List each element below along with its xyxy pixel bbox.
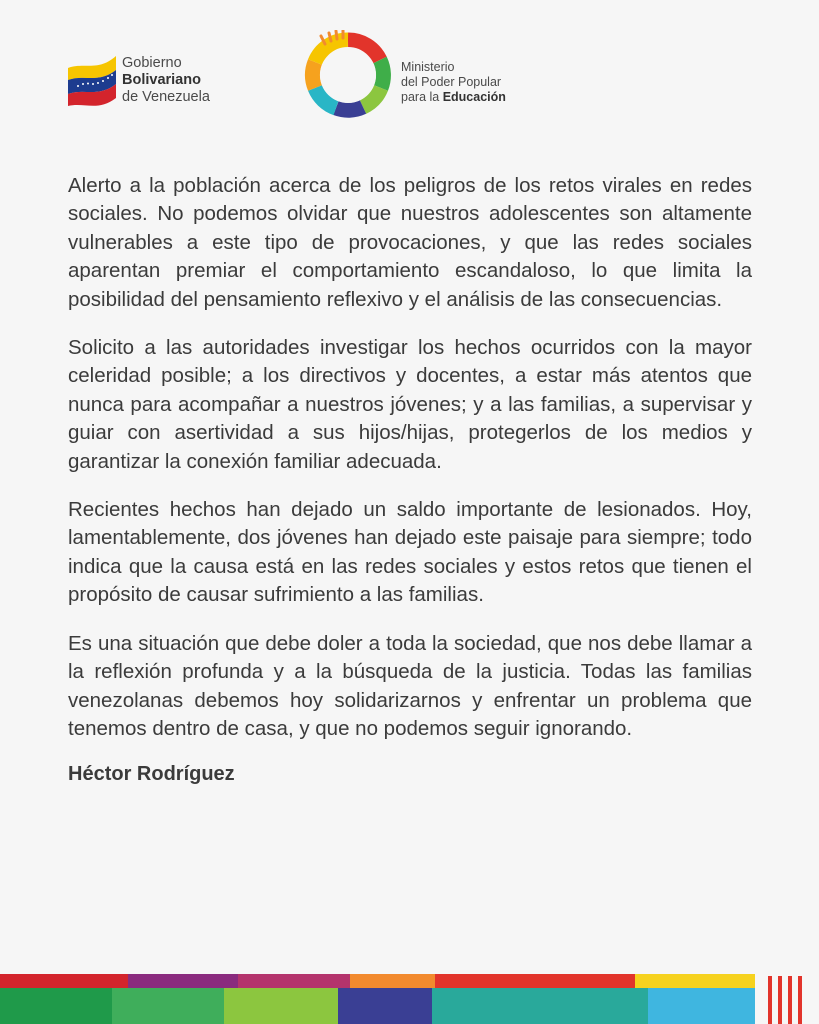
stripe-navy [338, 988, 432, 1024]
gobierno-text [122, 55, 210, 106]
ministerio-line3 [401, 90, 506, 105]
stripe-green [112, 988, 224, 1024]
paragraph-2: Solicito a las autoridades investigar los hechos ocurridos con la mayor celeridad posible; a los directivos y docentes, a estar más atentos que nunca para acompañar a nuestros jóvenes; y a las familias, a supervisar y guiar con asertividad a sus hijos/hijas, protegerlos de los medios y garantizar la conexión familiar adecuada. [68, 336, 752, 473]
red-bars-icon [766, 972, 806, 1024]
stripe-pink [238, 974, 350, 988]
ministerio-ring-logo [303, 30, 393, 120]
gobierno-line3: de Venezuela [122, 89, 210, 105]
venezuela-flag-logo [66, 44, 126, 108]
stripe-teal [432, 988, 648, 1024]
ministerio-line1: Ministerio [401, 60, 455, 74]
ministerio-line3-prefix: para la [401, 90, 443, 104]
paragraph-1: Alerto a la población acerca de los peligros de los retos virales en redes sociales. No podemos olvidar que nuestros adolescentes son altamente vulnerables a este tipo de provocaciones, y que las redes sociales aparentan premiar el comportamiento escandaloso, lo que limita la posibilidad del pensamiento reflexivo y el análisis de las consecuencias. [68, 174, 752, 311]
ministerio-line2: del Poder Popular [401, 75, 502, 89]
ministerio-text [401, 60, 506, 105]
paragraph-4: Es una situación que debe doler a toda la sociedad, que nos debe llamar a la reflexión profunda y a la búsqueda de la justicia. Todas las familias venezolanas debemos hoy solidarizarnos y enfrentar un problema que tenemos dentro de casa, y que no podemos seguir ignorando. [68, 631, 752, 740]
stripe-lime [224, 988, 338, 1024]
stripe-red [0, 974, 128, 988]
stripe-cyan [648, 988, 755, 1024]
header [0, 0, 819, 130]
ministerio-line3-bold: Educación [442, 90, 506, 104]
stripe-orange [350, 974, 435, 988]
stripe-red-2 [435, 974, 635, 988]
gobierno-line2: Bolivariano [122, 72, 201, 88]
stripe-yellow [635, 974, 755, 988]
stripe-purple [128, 974, 238, 988]
stripe-green-dark [0, 988, 112, 1024]
paragraph-3: Recientes hechos han dejado un saldo importante de lesionados. Hoy, lamentablemente, dos jóvenes han dejado este paisaje para siempre; todo indica que la causa está en las redes sociales y estos retos que tienen el propósito de causar sufrimiento a las familias. [68, 498, 752, 607]
footer-color-stripe [0, 974, 819, 1024]
statement-body [68, 172, 752, 786]
signature: Héctor Rodríguez [68, 763, 235, 786]
gobierno-line1: Gobierno [122, 55, 182, 71]
